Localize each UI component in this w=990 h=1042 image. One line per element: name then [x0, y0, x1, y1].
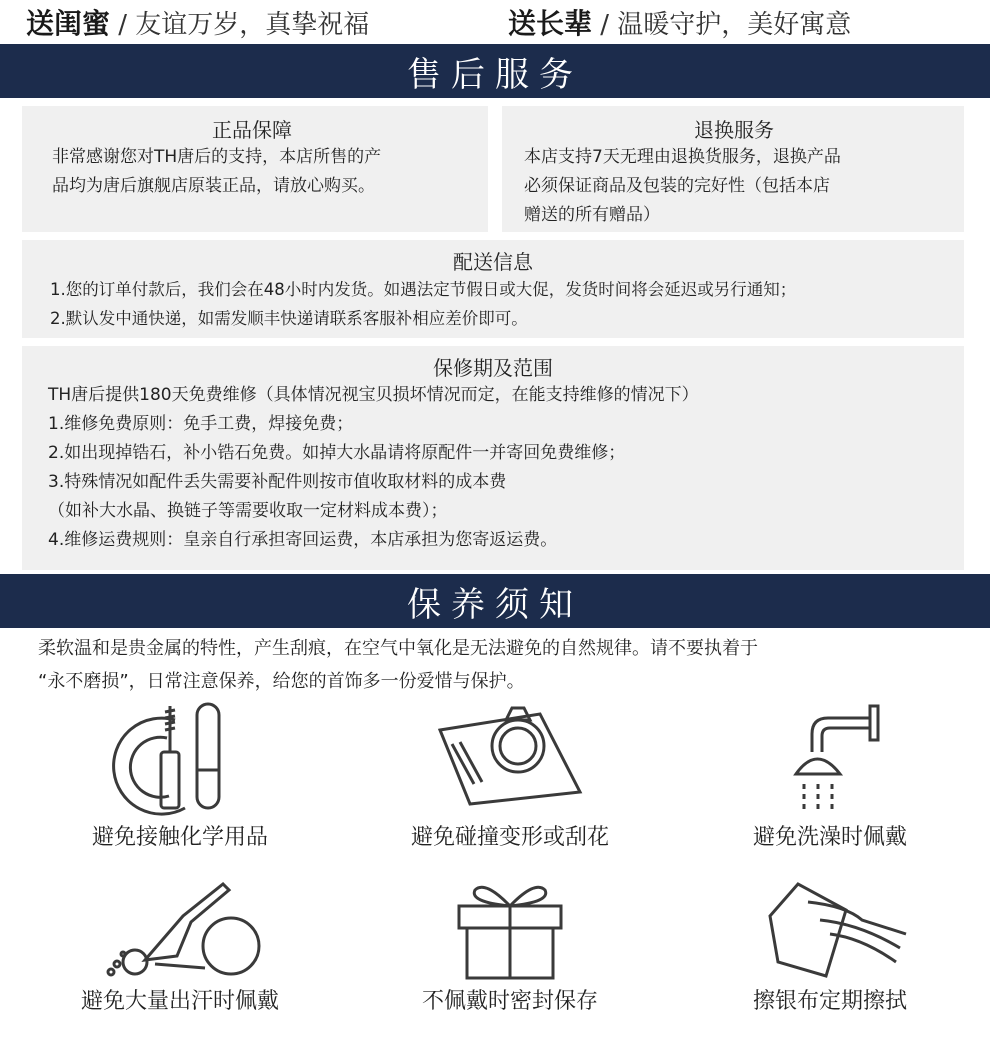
tip-label: 避免大量出汗时佩戴 [80, 989, 279, 1014]
slogan-elder-rest: / 温暖守护，美好寓意 [592, 10, 852, 40]
genuine-title: 正品保障 [212, 118, 292, 142]
care-intro [38, 632, 958, 698]
tip-label: 避免洗澡时佩戴 [752, 825, 907, 850]
genuine-line: 非常感谢您对TH唐后的支持，本店所售的产 [52, 147, 382, 167]
returns-line: 必须保证商品及包装的完好性（包括本店 [524, 176, 830, 196]
warranty-line: 1.维修免费原则：免手工费，焊接免费； [48, 414, 354, 434]
returns-title: 退换服务 [694, 118, 774, 142]
warranty-line: 2.如出现掉锆石，补小锆石免费。如掉大水晶请将原配件一并寄回免费维修； [48, 443, 626, 463]
care-intro-line: 柔软温和是贵金属的特性，产生刮痕，在空气中氧化是无法避免的自然规律。请不要执着于 [38, 638, 758, 659]
delivery-line: 2.默认发中通快递，如需发顺丰快递请联系客服补相应差价即可。 [50, 309, 528, 328]
tip-avoid-chemicals [15, 700, 345, 851]
warranty-line: TH唐后提供180天免费维修（具体情况视宝贝损坏情况而定，在能支持维修的情况下） [48, 385, 699, 405]
after-sales-heading: 售后服务 [0, 44, 990, 98]
tip-polish-cloth [665, 876, 990, 1015]
returns-body [524, 143, 964, 230]
warranty-card [22, 346, 964, 570]
warranty-body [48, 381, 964, 555]
tip-seal-storage [345, 876, 675, 1015]
return-service-card [502, 106, 964, 232]
care-intro-line: “永不磨损”，日常注意保养，给您的首饰多一份爱惜与保护。 [38, 671, 525, 692]
delivery-title: 配送信息 [453, 250, 533, 274]
warranty-line: （如补大水晶、换链子等需要收取一定材料成本费）； [48, 501, 448, 521]
tip-label: 不佩戴时密封保存 [421, 989, 598, 1014]
slogan-elder [508, 2, 851, 42]
warranty-line: 4.维修运费规则：皇亲自行承担寄回运费，本店承担为您寄返运费。 [48, 530, 558, 550]
slogan-bestie-strong: 送闺蜜 [26, 7, 111, 40]
top-slogan-strip [0, 0, 990, 44]
returns-line: 本店支持7天无理由退换货服务，退换产品 [524, 147, 841, 167]
tip-avoid-impact [345, 700, 675, 851]
warranty-line: 3.特殊情况如配件丢失需要补配件则按市值收取材料的成本费 [48, 472, 507, 492]
ring-scratch-icon [430, 700, 590, 816]
tip-avoid-sweat [15, 876, 345, 1015]
delivery-info-card [22, 240, 964, 338]
slogan-bestie [26, 2, 369, 42]
tip-label: 避免碰撞变形或刮花 [410, 825, 609, 850]
shower-icon [760, 700, 900, 816]
tip-label: 擦银布定期擦拭 [752, 989, 907, 1014]
cosmetics-icon [105, 700, 255, 816]
tip-avoid-shower [665, 700, 990, 851]
exercise-icon [95, 876, 265, 980]
slogan-elder-strong: 送长辈 [508, 7, 593, 40]
delivery-body [50, 275, 964, 333]
genuine-body [52, 143, 488, 201]
polishing-cloth-icon [750, 876, 910, 980]
warranty-title: 保修期及范围 [433, 356, 553, 380]
returns-line: 赠送的所有赠品） [524, 205, 660, 225]
slogan-bestie-rest: / 友谊万岁，真挚祝福 [110, 10, 370, 40]
delivery-line: 1.您的订单付款后，我们会在48小时内发货。如遇法定节假日或大促，发货时间将会延迟或另行通知； [50, 280, 797, 299]
gift-box-icon [445, 876, 575, 980]
genuine-line: 品均为唐后旗舰店原装正品，请放心购买。 [52, 176, 375, 196]
tip-label: 避免接触化学用品 [91, 825, 268, 850]
genuine-guarantee-card [22, 106, 488, 232]
care-heading: 保养须知 [0, 574, 990, 628]
